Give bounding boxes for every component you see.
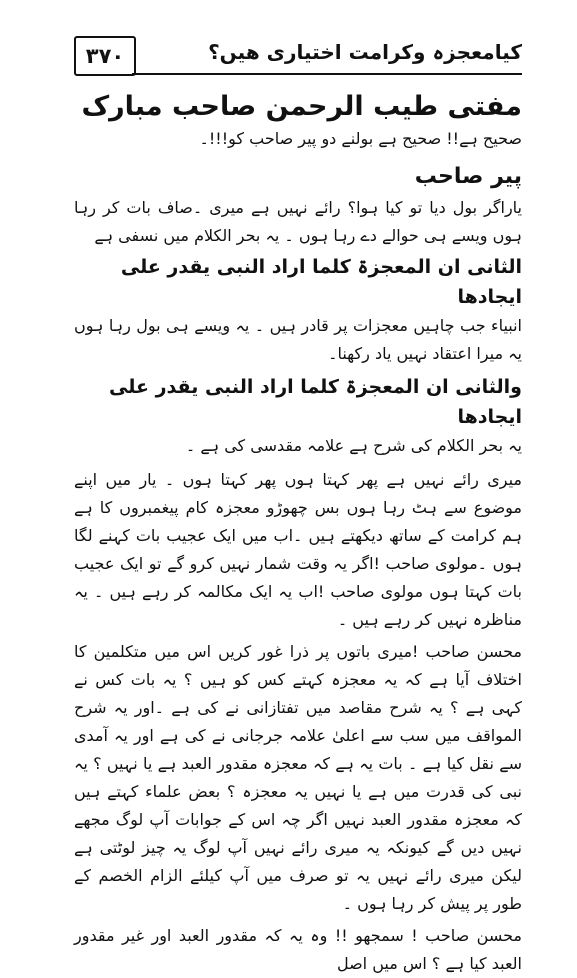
paragraph: انبیاء جب چاہیں معجزات پر قادر ہیں ۔ یہ ویسے ہی بول رہا ہوں یہ میرا اعتقاد نہیں یاد رکھنا۔ xyxy=(74,316,522,363)
arabic-quote: والثانی ان المعجزۃ کلما اراد النبی یقدر علی ایجادھا xyxy=(109,376,522,428)
speaker-line: صحیح ہے!! صحیح ہے بولنے دو پیر صاحب کو!!!۔ xyxy=(199,129,522,148)
header-rule xyxy=(132,73,522,75)
arabic-quote: الثانی ان المعجزۃ کلما اراد النبی یقدر علی ایجادھا xyxy=(120,256,522,308)
paragraph: میری رائے نہیں ہے پھر کہتا ہوں پھر کہتا ہوں ۔ یار میں اپنے موضوع سے ہٹ رہا ہوں بس چھوڑو معجزہ کام پیغمبروں کا ہے ہم کرامت کے ساتھ دیکھتے ہیں ۔اب میں ایک عجیب بات کہنے لگا ہوں ۔مولوی صاحب !اگر یہ وقت شمار نہیں کرو گے تو ایک عجیب بات کہتا ہوں مولوی صاحب !اب یہ ایک مکالمہ کر رہے ہیں ۔ یہ مناظرہ نہیں کر رہے ہیں ۔ xyxy=(74,470,523,629)
paragraph: محسن صاحب ! سمجھو !! وہ یہ کہ مقدور العبد اور غیر مقدور العبد کیا ہے ؟ اس میں اصل xyxy=(74,926,522,973)
page-number: ۳۷۰ xyxy=(74,36,136,76)
page-header xyxy=(74,36,522,78)
speaker-heading: مفتی طیب الرحمن صاحب مبارک xyxy=(81,91,522,122)
page-body xyxy=(74,88,522,978)
paragraph: یاراگر بول دیا تو کیا ہوا؟ رائے نہیں ہے میری ۔صاف بات کر رہا ہوں ویسے ہی حوالے دے رہا ہوں ۔ یہ بحر الکلام میں نسفی ہے xyxy=(74,198,522,245)
paragraph: محسن صاحب !میری باتوں پر ذرا غور کریں اس میں متکلمین کا اختلاف آیا ہے کہ یہ معجزہ کہتے کس کو ہیں ؟ یہ بات کس نے کہی ہے ؟ یہ شرح مقاصد میں تفتازانی نے کی ہے ۔اور یہ شرح المواقف میں سب سے اعلیٰ علامہ جرجانی نے کی ہے اور یہ آمدی سے نقل کیا ہے ۔ بات یہ ہے کہ معجزہ مقدور العبد ہے یا نہیں ؟ یہ نبی کی قدرت میں ہے یا نہیں یہ معجزہ ؟ بعض علماء کہتے ہیں کہ معجزہ مقدور العبد نہیں اگر چہ اس کے جوابات آپ لوگ مجھے نہیں دیں گے کیونکہ یہ میری رائے نہیں آپ لوگ یہ چیز لوٹتی ہے لیکن میری رائے نہیں یہ تو صرف میں آپ کیلئے الزام الخصم کے طور پر پیش کر رہا ہوں ۔ xyxy=(74,642,523,913)
running-title: کیامعجزہ وکرامت اختیاری ھیں؟ xyxy=(208,40,522,64)
paragraph: یہ بحر الکلام کی شرح ہے علامہ مقدسی کی ہے ۔ xyxy=(185,436,522,455)
speaker-heading: پیر صاحب xyxy=(414,164,522,189)
